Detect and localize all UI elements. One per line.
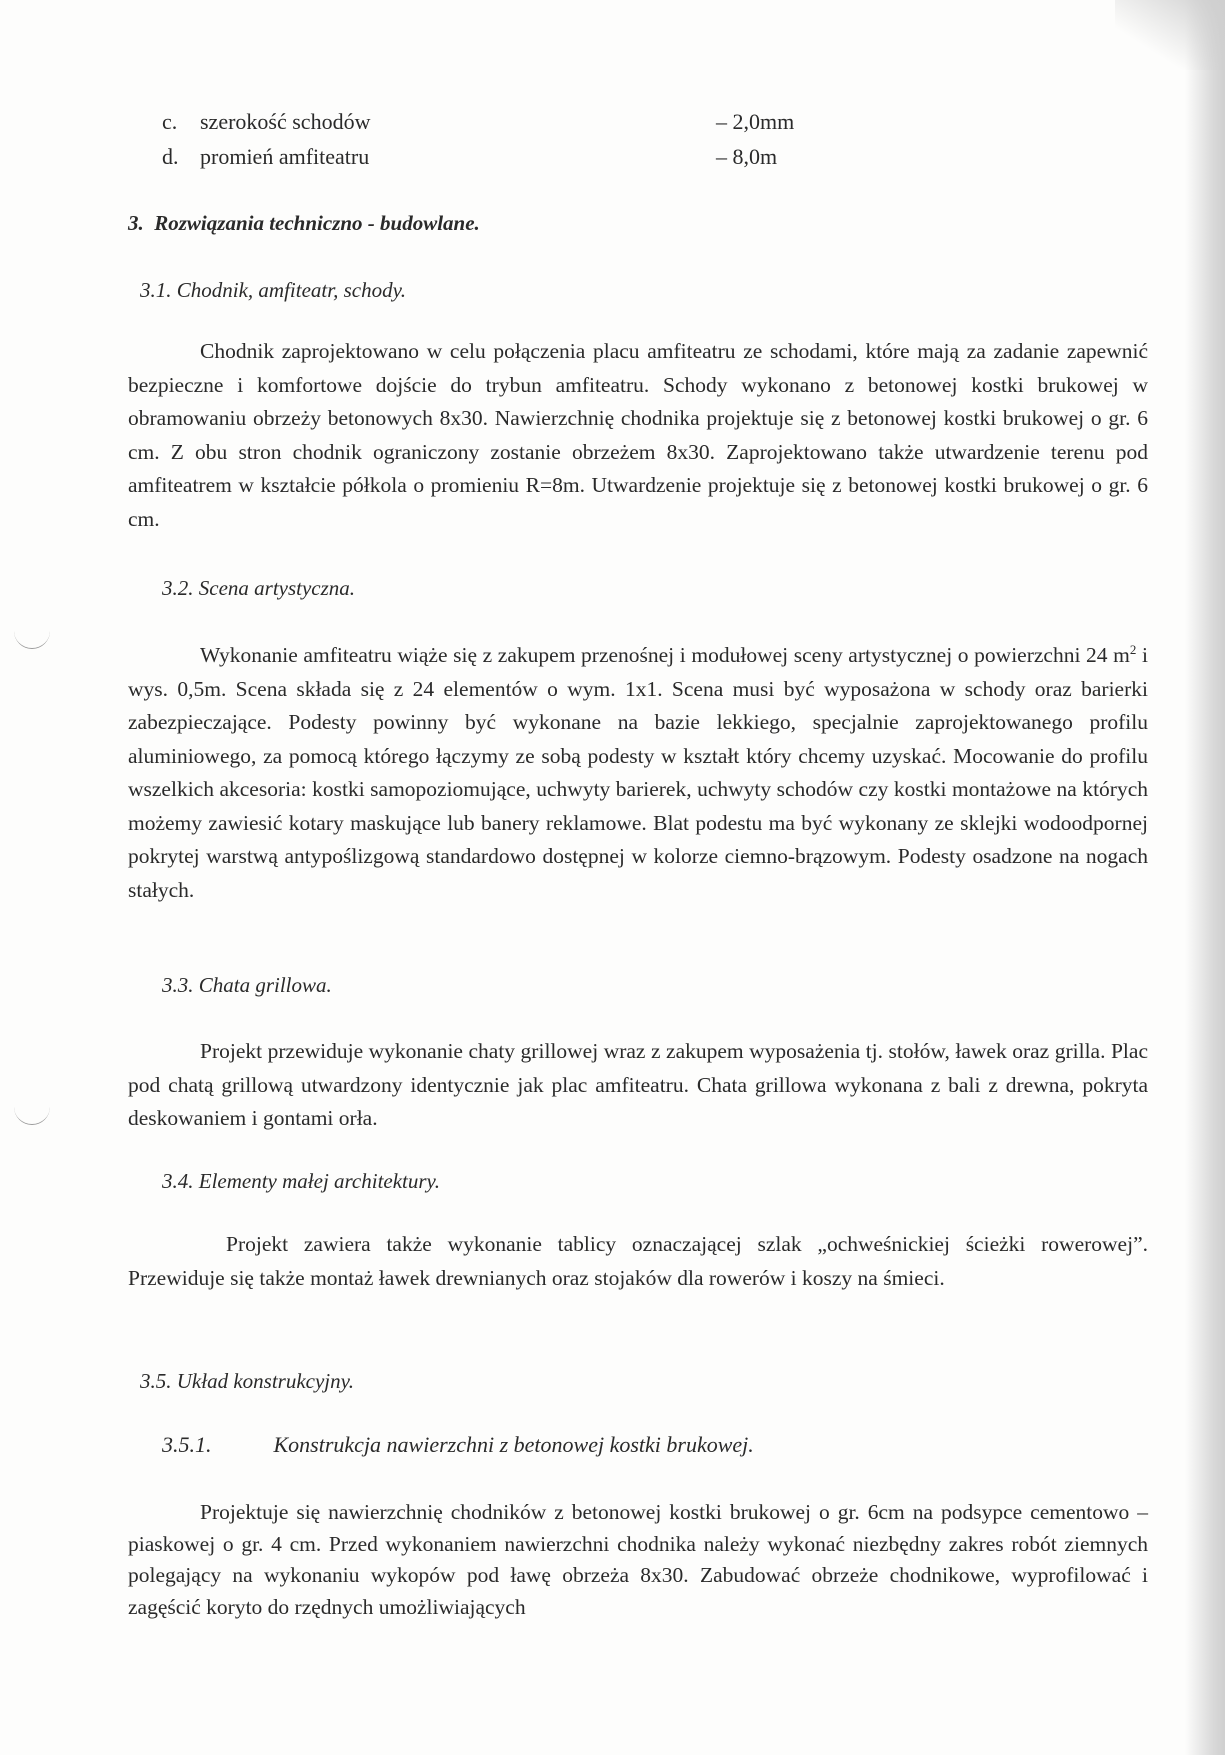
subsection-heading	[162, 1430, 754, 1460]
subsection-heading: 3.1. Chodnik, amfiteatr, schody.	[140, 278, 406, 302]
paragraph: Chodnik zaprojektowano w celu połączenia placu amfiteatru ze schodami, które mają za zadanie zapewnić bezpieczne i komfortowe dojście do trybun amfiteatru. Schody wykonano z betonowej kostki brukowej w obramowaniu obrzeży betonowych 8x30. Nawierzchnię chodnika projektuje się z betonowej kostki brukowej o gr. 6 cm. Z obu stron chodnik ograniczony zostanie obrzeżem 8x30. Zaprojektowano także utwardzenie terenu pod amfiteatrem w kształcie półkola o promieniu R=8m. Utwardzenie projektuje się z betonowej kostki brukowej o gr. 6 cm.	[128, 339, 1148, 531]
section-heading	[128, 208, 480, 238]
paragraph	[128, 633, 1148, 907]
superscript: 2	[1129, 642, 1137, 657]
paragraph: Projektuje się nawierzchnię chodników z betonowej kostki brukowej o gr. 6cm na podsypce cementowo – piaskowej o gr. 4 cm. Przed wykonaniem nawierzchni chodnika należy wykonać niezbędny zakres robót ziemnych polegający na wykonaniu wykopów pod ławę obrzeża 8x30. Zabudować obrzeże chodnikowe, wyprofilować i zagęścić koryto do rzędnych umożliwiających	[128, 1500, 1148, 1619]
paragraph: Projekt zawiera także wykonanie tablicy oznaczającej szlak „ochweśnickiej ścieżki rowerowej”. Przewiduje się także montaż ławek drewnianych oraz stojaków dla rowerów i koszy na śmieci.	[128, 1232, 1148, 1290]
section-number: 3.	[128, 211, 144, 235]
spec-item	[162, 142, 822, 172]
spec-value: – 8,0m	[716, 144, 778, 169]
paragraph: Projekt przewiduje wykonanie chaty grillowej wraz z zakupem wyposażenia tj. stołów, ławek oraz grilla. Plac pod chatą grillową utwardzony identycznie jak plac amfiteatru. Chata grillowa wykonana z bali z drewna, pokryta deskowaniem i gontami orła.	[128, 1039, 1148, 1130]
subsection-heading: 3.5. Układ konstrukcyjny.	[140, 1369, 355, 1393]
spec-letter: c.	[162, 109, 178, 134]
subsection-heading: 3.3. Chata grillowa.	[162, 973, 332, 997]
spec-label: promień amfiteatru	[200, 144, 370, 169]
section-title: Konstrukcja nawierzchni z betonowej kostki brukowej.	[273, 1432, 754, 1457]
spec-item	[162, 107, 822, 137]
subsection-heading: 3.2. Scena artystyczna.	[162, 576, 356, 600]
section-number: 3.5.1.	[162, 1432, 212, 1457]
paragraph-text: i wys. 0,5m. Scena składa się z 24 elementów o wym. 1x1. Scena musi być wyposażona w schody oraz barierki zabezpieczające. Podesty powinny być wykonane na bazie lekkiego, specjalnie zaprojektowanego profilu aluminiowego, za pomocą którego łączymy ze sobą podesty w kształt który chcemy uzyskać. Mocowanie do profilu wszelkich akcesoria: kostki samopoziomujące, uchwyty barierek, uchwyty schodów czy kostki montażowe na których możemy zawiesić kotary maskujące lub banery reklamowe. Blat podestu ma być wykonany ze sklejki wodoodpornej pokrytej warstwą antypoślizgową standardowo dostępnej w kolorze ciemno-brązowym. Podesty osadzone na nogach stałych.	[128, 643, 1149, 902]
subsection-heading: 3.4. Elementy małej architektury.	[162, 1169, 440, 1193]
spec-label: szerokość schodów	[200, 109, 371, 134]
paragraph-text: Wykonanie amfiteatru wiąże się z zakupem przenośnej i modułowej sceny artystycznej o powierzchni 24 m	[200, 643, 1130, 668]
spec-letter: d.	[162, 144, 179, 169]
spec-value: – 2,0mm	[716, 109, 795, 134]
section-title: Rozwiązania techniczno - budowlane.	[154, 211, 480, 235]
